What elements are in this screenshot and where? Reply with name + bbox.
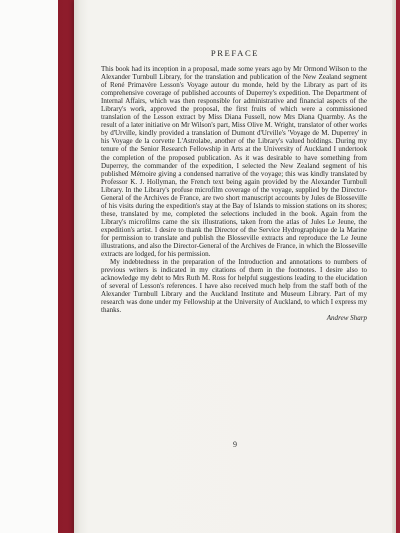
- page-title: PREFACE: [210, 48, 260, 58]
- page-edge: [392, 0, 396, 533]
- author-signature: Andrew Sharp: [326, 314, 367, 323]
- book-page: [74, 0, 396, 533]
- paragraph-2: My indebtedness in the preparation of the Introduction and annotations to numbers of previous writers is indicated in my citations of them in the footnotes. I desire also to acknowledge my debt to Mrs Ruth M. Ross for helpful suggestions leading to the elucidation of several of Lesson's references. I have also received much help from the staff both of the Alexander Turnbull Library and the Auckland Institute and Museum Library. Part of my research was done under my Fellowship at the University of Auckland, to which I express my thanks.: [101, 258, 367, 315]
- page-number: 9: [233, 440, 237, 449]
- preface-body: [101, 65, 367, 323]
- paragraph-1: This book had its inception in a proposal, made some years ago by Mr Ormond Wilson to the Alexander Turnbull Library, for the translation and publication of the New Zealand segment of René Primavère Lesson's Voyage autour du monde, held by the Library as part of its comprehensive coverage of published accounts of Duperrey's expedition. The Department of Internal Affairs, which was then responsible for administrative and financial aspects of the Library's work, approved the proposal, the first fruits of which were a commissioned translation of the Lesson extract by Miss Diana Fussell, now Mrs Diana Quarmby. As the result of a later initiative on Mr Wilson's part, Miss Olive M. Wright, translator of other works by d'Urville, kindly provided a translation of Dumont d'Urville's 'Voyage de M. Duperrey' in his Voyage de la corvette L'Astrolabe, another of the Library's valued holdings. During my tenure of the Senior Research Fellowship in Arts at the University of Auckland I undertook the completion of the proposed publication. As it was desirable to have something from Duperrey, the commander of the expedition, I selected the New Zealand segment of his published Mémoire giving a condensed narrative of the voyage; this was kindly translated by Professor K. J. Hollyman, the French text being again provided by the Alexander Turnbull Library. In the Library's profuse microfilm coverage of the voyage, supplied by the Director-General of the Archives de France, are two short manuscript accounts by Jules de Blosseville of his visits during the expedition's stay at the Bay of Islands to mission stations on its shores; these, translated by me, completed the selections included in the book. Again from the Library's microfilms came the six illustrations, taken from the atlas of Jules Le Jeune, the expedition's artist. I desire to thank the Director of the Service Hydrographique de la Marine for permission to translate and publish the Blosseville extracts and reproduce the Le Jeune illustrations, and also the Director-General of the Archives de France, in which the Blosseville extracts are lodged, for his permission.: [101, 65, 367, 259]
